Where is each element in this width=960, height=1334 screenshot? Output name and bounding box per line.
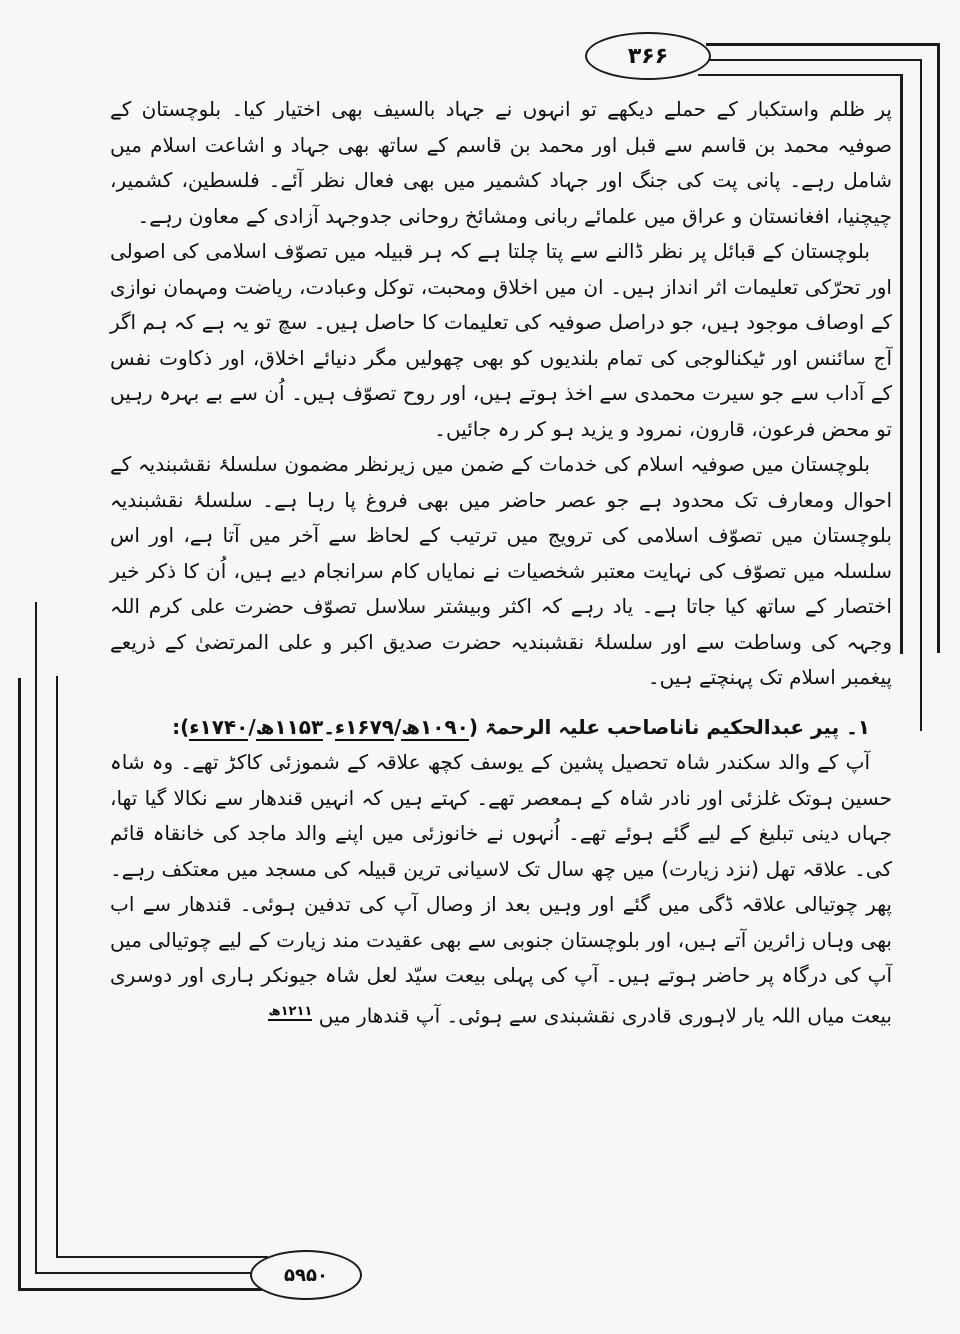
heading-date-hijri-birth: ۱۰۹۰ھ <box>401 714 469 739</box>
biography-text: آپ کے والد سکندر شاہ تحصیل پشین کے یوسف کچھ علاقہ کے شموزئی کاکڑ تھے۔ وہ شاہ حسین ہوتک غلزئی اور نادر شاہ کے ہمعصر تھے۔ کہتے ہیں کہ انہیں قندھار سے نکالا گیا تھا، جہاں دینی تبلیغ کے لیے گئے ہوئے تھے۔ اُنہوں نے خانوزئی میں اپنے والد ماجد کی خانقاہ قائم کی۔ علاقہ تھل (نزد زیارت) میں چھ سال تک لاسیانی ترین قبیلہ کی مسجد میں معتکف رہے۔ پھر چوتیالی علاقہ ڈگی میں گئے اور وہیں بعد از وصال آپ کی تدفین ہوئی۔ قندھار سے اب بھی وہاں زائرین آتے ہیں، اور بلوچستان جنوبی سے بھی عقیدت مند زیارت کے لیے چوتیالی میں آپ کی درگاہ پر حاضر ہوتے ہیں۔ آپ کی پہلی بیعت سیّد لعل شاہ جیونکر ہاری اور دوسری بیعت میاں اللہ یار لاہوری قادری نقشبندی سے ہوئی۔ آپ قندھار میں <box>110 750 892 1028</box>
heading-title: ۱۔ پیر عبدالحکیم ناناصاحب علیہ الرحمۃ ( <box>468 714 870 739</box>
page-number-bottom-text: ۵۹۵۰ <box>284 1264 328 1286</box>
frame-left-outer <box>18 678 21 1290</box>
frame-right-inner <box>900 74 903 654</box>
frame-bottom-middle <box>35 1272 257 1274</box>
biography-paragraph <box>110 745 892 1034</box>
frame-bottom-outer <box>18 1288 262 1291</box>
section-heading: ۱۔ پیر عبدالحکیم ناناصاحب علیہ الرحمۃ (۱۰۹۰ھ/۱۶۷۹ء۔۱۱۵۳ھ/۱۷۴۰ء): <box>172 714 870 739</box>
frame-top-outer <box>706 43 940 46</box>
heading-date-hijri-death: ۱۱۵۳ھ <box>255 714 324 739</box>
frame-right-middle <box>920 59 922 731</box>
page-number-top-text: ۳۶۶ <box>627 43 669 69</box>
frame-top-middle <box>708 59 922 61</box>
paragraph-1: پر ظلم واستکبار کے حملے دیکھے تو انہوں نے جہاد بالسیف بھی اختیار کیا۔ بلوچستان کے صوفیہ محمد بن قاسم سے قبل اور محمد بن قاسم کے ساتھ بھی جہاد و اشاعت اسلام میں شامل رہے۔ پانی پت کی جنگ اور جہاد کشمیر میں بھی فعال نظر آئے۔ فلسطین، کشمیر، چیچنیا، افغانستان و عراق میں علمائے ربانی ومشائخ روحانی جدوجہد آزادی کے معاون رہے۔ <box>110 97 892 228</box>
frame-left-middle <box>35 602 37 1274</box>
frame-bottom-inner <box>56 1256 268 1258</box>
frame-left-inner <box>56 676 58 1258</box>
frame-top-inner <box>698 74 902 76</box>
paragraph-3: بلوچستان میں صوفیہ اسلام کی خدمات کے ضمن میں زیرنظر مضمون سلسلۂ نقشبندیہ کے احوال ومعارف تک محدود ہے جو عصر حاضر میں بھی فروغ پا رہا ہے۔ سلسلۂ نقشبندیہ بلوچستان میں تصوّف اسلامی کی ترویج میں ترتیب کے لحاظ سے آخر میں آتا ہے، اور اس سلسلہ میں تصوّف کی نہایت معتبر شخصیات نے نمایاں کام سرانجام دیے ہیں، اُن کا ذکر خیر اختصار کے ساتھ کیا جاتا ہے۔ یاد رہے کہ اکثر وبیشتر سلاسل تصوّف حضرت علی کرم اللہ وجہہ کی وساطت سے اور سلسلۂ نقشبندیہ حضرت صدیق اکبر و علی المرتضیٰ کے ذریعے پیغمبر اسلام تک پہنچتے ہیں۔ <box>110 452 892 689</box>
paragraph-2: بلوچستان کے قبائل پر نظر ڈالنے سے پتا چلتا ہے کہ ہر قبیلہ میں تصوّف اسلامی کی اصولی اور تحرّکی تعلیمات اثر انداز ہیں۔ ان میں اخلاق ومحبت، توکل وعبادت، ریاضت ومہمان نوازی کے اوصاف موجود ہیں، جو دراصل صوفیہ کی تعلیمات کا حاصل ہیں۔ سچ تو یہ ہے کہ ہم اگر آج سائنس اور ٹیکنالوجی کی تمام بلندیوں کو بھی چھولیں مگر دنیائے اخلاق، اور ذکاوت نفس کے آداب سے جو سیرت محمدی سے اخذ ہوتے ہیں، اور روح تصوّف ہیں۔ اُن سے بے بہرہ رہیں تو محض فرعون، قارون، نمرود و یزید ہو کر رہ جائیں۔ <box>110 239 892 441</box>
heading-suffix: ): <box>172 714 190 739</box>
page-body <box>110 92 892 1034</box>
heading-date-gregorian-death: ۱۷۴۰ء <box>189 714 249 739</box>
biography-date-tail: ۱۲۱۱ھ <box>268 1003 313 1019</box>
page-number-top <box>585 32 711 80</box>
heading-date-gregorian-birth: ۱۶۷۹ء <box>334 714 394 739</box>
frame-right-outer <box>937 43 940 653</box>
page-number-bottom <box>250 1250 362 1300</box>
